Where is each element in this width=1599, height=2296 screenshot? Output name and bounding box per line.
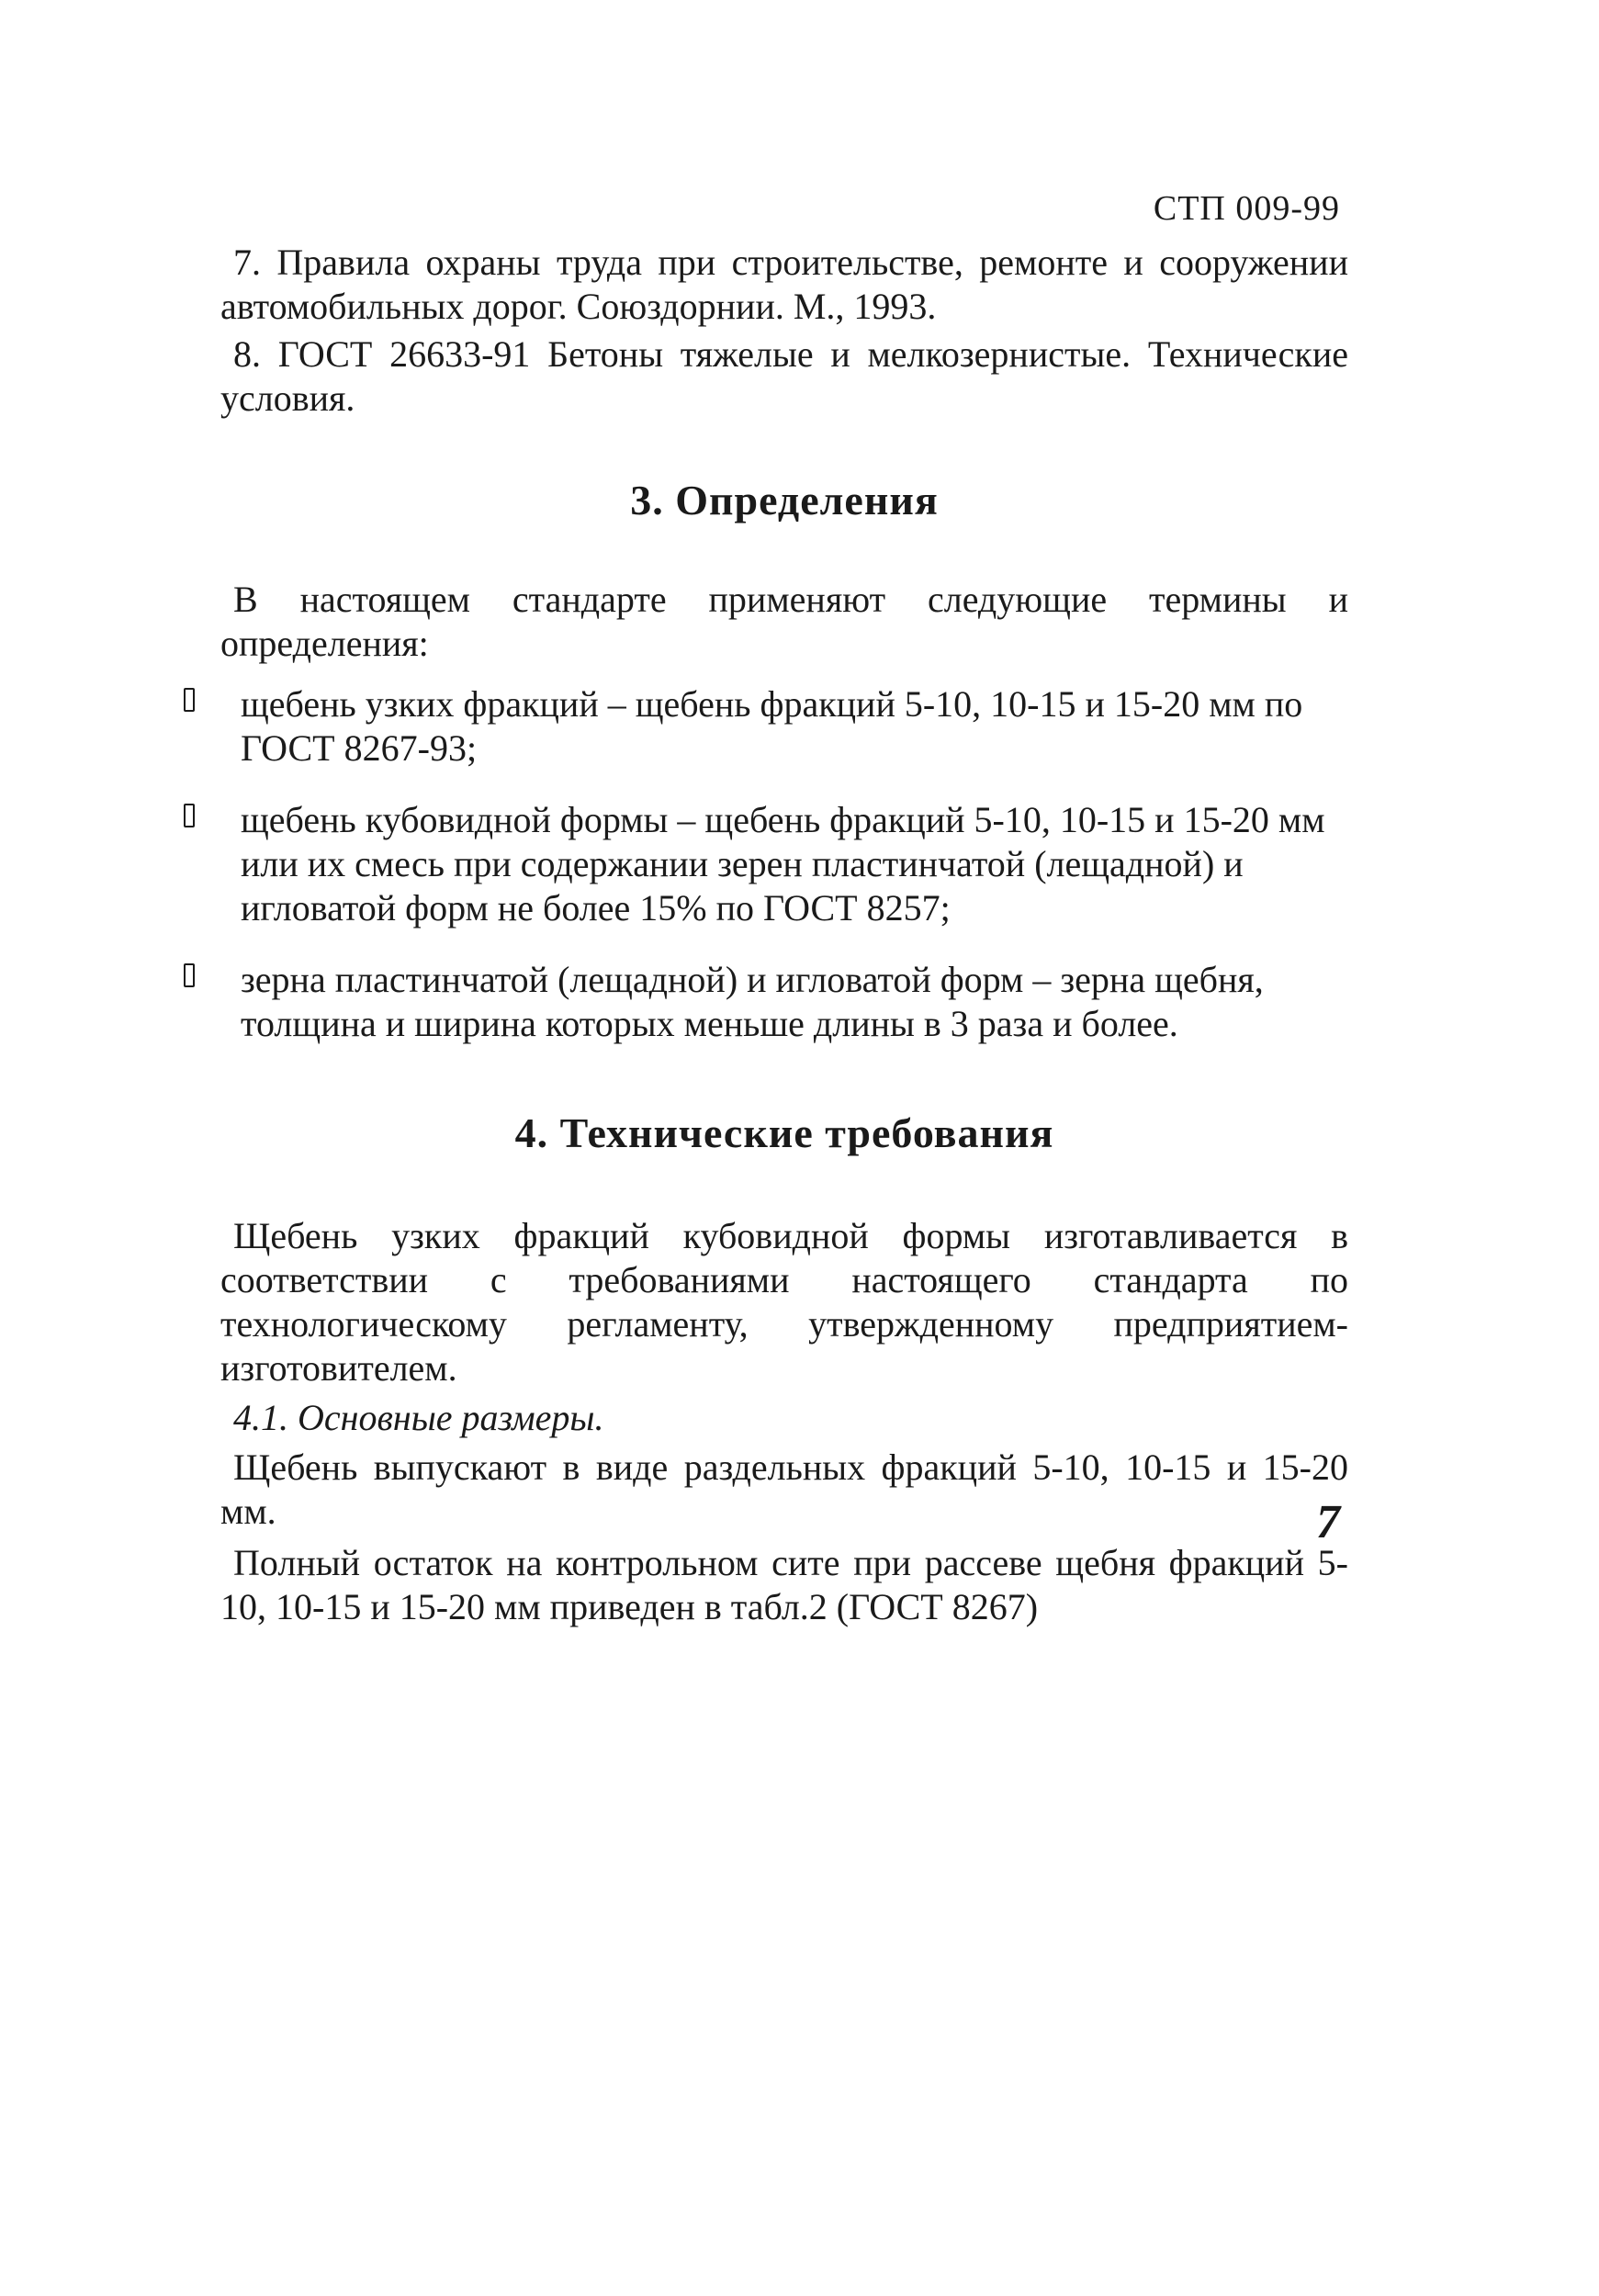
definition-text: щебень кубовидной формы – щебень фракций 5-10, 10-15 и 15-20 мм или их смесь при содержании зерен пластинчатой (лещадной) и игловатой форм не более 15% по ГОСТ 8257; [241, 799, 1325, 929]
subsection-heading: 4.1. Основные размеры. [233, 1397, 604, 1438]
definition-item [220, 958, 1348, 1046]
definitions-intro: В настоящем стандарте применяют следующие термины и определения: [220, 579, 1348, 664]
section-4-paragraph: Полный остаток на контрольном сите при рассеве щебня фракций 5-10, 10-15 и 15-20 мм приведен в табл.2 (ГОСТ 8267) [220, 1542, 1348, 1627]
definition-item [220, 682, 1348, 771]
bullet-icon [184, 688, 195, 712]
page-content [220, 241, 1348, 1629]
reference-item: 8. ГОСТ 26633-91 Бетоны тяжелые и мелкозернистые. Технические условия. [220, 333, 1348, 419]
section-4-heading: 4. Технические требования [514, 1109, 1054, 1156]
reference-item: 7. Правила охраны труда при строительстве, ремонте и сооружении автомобильных дорог. Союздорнии. М., 1993. [220, 242, 1348, 327]
definitions-list [220, 682, 1348, 1046]
references-list [220, 241, 1348, 421]
bullet-icon [184, 963, 195, 987]
section-4-paragraph: Щебень узких фракций кубовидной формы изготавливается в соответствии с требованиями настоящего стандарта по технологическому регламенту, утвержденному предприятием-изготовителем. [220, 1215, 1348, 1389]
definition-text: щебень узких фракций – щебень фракций 5-10, 10-15 и 15-20 мм по ГОСТ 8267-93; [241, 683, 1303, 769]
definition-text: зерна пластинчатой (лещадной) и игловатой форм – зерна щебня, толщина и ширина которых меньше длины в 3 раза и более. [241, 959, 1264, 1044]
bullet-icon [184, 804, 195, 827]
page-number: 7 [1316, 1496, 1340, 1548]
document-code: СТП 009-99 [1153, 189, 1340, 228]
definition-item [220, 798, 1348, 930]
section-4-paragraph: Щебень выпускают в виде раздельных фракций 5-10, 10-15 и 15-20 мм. [220, 1446, 1348, 1532]
section-3-heading: 3. Определения [630, 477, 939, 523]
